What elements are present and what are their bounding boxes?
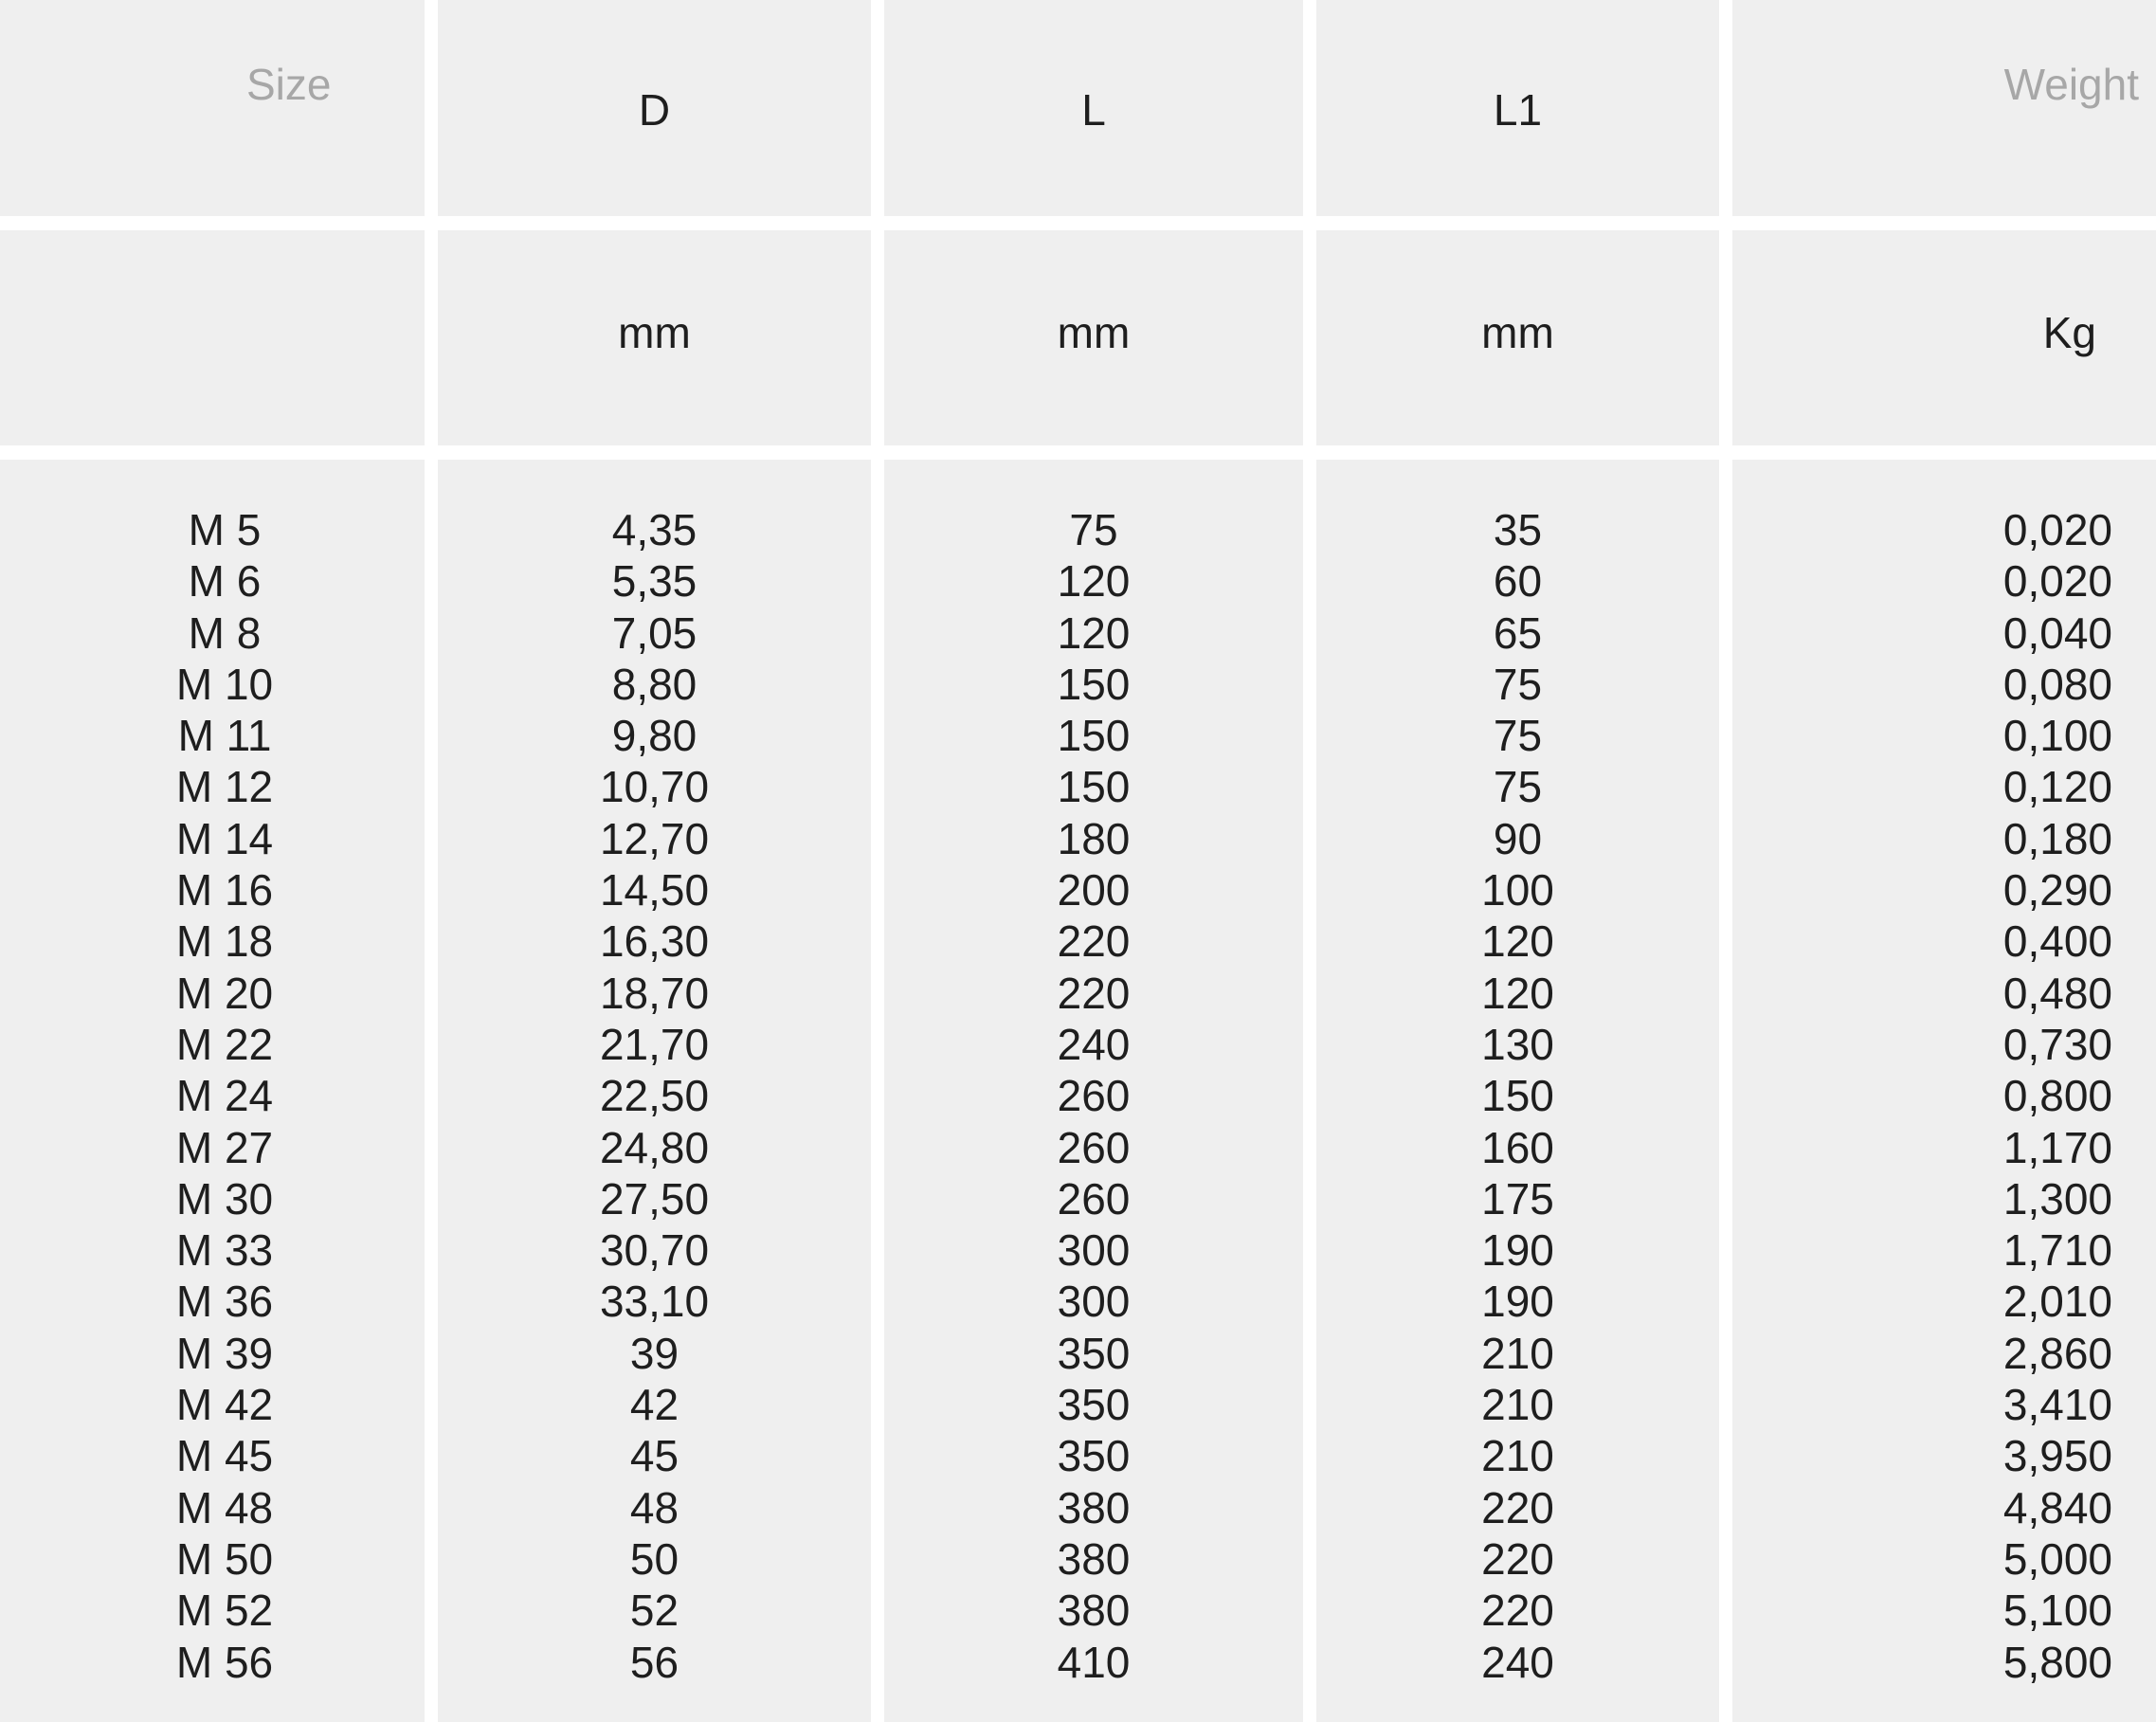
table-cell-l1: 240 bbox=[1481, 1637, 1554, 1687]
table-cell-l: 350 bbox=[1057, 1380, 1131, 1430]
table-cell-weight: 0,100 bbox=[2002, 711, 2112, 761]
table-cell-l: 260 bbox=[1057, 1122, 1131, 1172]
table-cell-l1: 75 bbox=[1493, 762, 1543, 812]
table-cell-size: M 6 bbox=[188, 556, 262, 607]
table-cell-weight: 1,170 bbox=[2002, 1122, 2112, 1172]
table-cell-weight: 0,480 bbox=[2002, 968, 2112, 1018]
table-cell-weight: 0,080 bbox=[2002, 659, 2112, 709]
table-cell-size: M 18 bbox=[175, 916, 274, 967]
table-cell-weight: 0,180 bbox=[2002, 813, 2112, 863]
table-cell-l1: 35 bbox=[1493, 505, 1543, 554]
weight-column bbox=[1732, 460, 2156, 1722]
table-cell-l1: 210 bbox=[1481, 1328, 1554, 1378]
table-cell-size: M 42 bbox=[175, 1380, 274, 1430]
unit-weight-label: Kg bbox=[2042, 308, 2096, 357]
table-cell-d: 12,70 bbox=[599, 813, 710, 863]
table-cell-size: M 24 bbox=[175, 1071, 274, 1121]
table-cell-l1: 75 bbox=[1493, 659, 1543, 709]
unit-l1-cell bbox=[1316, 230, 1719, 445]
table-cell-l: 220 bbox=[1057, 916, 1131, 967]
table-cell-l1: 65 bbox=[1493, 607, 1543, 658]
table-cell-d: 48 bbox=[629, 1482, 679, 1532]
table-cell-d: 16,30 bbox=[599, 916, 710, 967]
table-cell-d: 45 bbox=[629, 1431, 679, 1481]
table-cell-size: M 48 bbox=[175, 1482, 274, 1532]
unit-l-label: mm bbox=[1057, 308, 1131, 357]
table-cell-size: M 5 bbox=[188, 505, 262, 554]
table-cell-weight: 5,800 bbox=[2002, 1637, 2112, 1687]
table-cell-d: 8,80 bbox=[611, 659, 698, 709]
table-cell-weight: 0,730 bbox=[2002, 1019, 2112, 1069]
header-l-label: L bbox=[1081, 85, 1106, 135]
header-size-cell bbox=[0, 0, 425, 216]
table-cell-size: M 27 bbox=[175, 1122, 274, 1172]
table-cell-l1: 190 bbox=[1481, 1225, 1554, 1276]
unit-l1-label: mm bbox=[1481, 308, 1554, 357]
table-cell-size: M 39 bbox=[175, 1328, 274, 1378]
header-l1-cell bbox=[1316, 0, 1719, 216]
table-cell-size: M 16 bbox=[175, 865, 274, 915]
table-cell-size: M 30 bbox=[175, 1173, 274, 1224]
d-values bbox=[438, 504, 871, 1688]
table-cell-d: 5,35 bbox=[611, 556, 698, 607]
unit-l-cell bbox=[884, 230, 1303, 445]
table-cell-weight: 5,100 bbox=[2002, 1586, 2112, 1636]
l1-column bbox=[1316, 460, 1719, 1722]
table-cell-d: 42 bbox=[629, 1380, 679, 1430]
table-cell-l1: 60 bbox=[1493, 556, 1543, 607]
table-cell-size: M 14 bbox=[175, 813, 274, 863]
table-cell-weight: 0,040 bbox=[2002, 607, 2112, 658]
table-cell-d: 24,80 bbox=[599, 1122, 710, 1172]
table-cell-l1: 190 bbox=[1481, 1277, 1554, 1327]
size-values bbox=[0, 504, 425, 1688]
table-cell-d: 33,10 bbox=[599, 1277, 710, 1327]
table-cell-weight: 0,020 bbox=[2002, 556, 2112, 607]
table-cell-weight: 2,860 bbox=[2002, 1328, 2112, 1378]
table-cell-size: M 22 bbox=[175, 1019, 274, 1069]
table-cell-d: 4,35 bbox=[611, 505, 698, 554]
table-cell-l: 150 bbox=[1057, 659, 1131, 709]
table-cell-weight: 0,290 bbox=[2002, 865, 2112, 915]
table-cell-weight: 5,000 bbox=[2002, 1533, 2112, 1584]
table-cell-weight: 0,120 bbox=[2002, 762, 2112, 812]
table-cell-weight: 0,800 bbox=[2002, 1071, 2112, 1121]
table-cell-l: 240 bbox=[1057, 1019, 1131, 1069]
table-cell-l1: 100 bbox=[1481, 865, 1554, 915]
table-cell-weight: 1,300 bbox=[2002, 1173, 2112, 1224]
table-cell-size: M 56 bbox=[175, 1637, 274, 1687]
unit-d-label: mm bbox=[618, 308, 691, 357]
table-cell-l1: 150 bbox=[1481, 1071, 1554, 1121]
d-column bbox=[438, 460, 871, 1722]
table-cell-l: 350 bbox=[1057, 1328, 1131, 1378]
table-cell-l: 300 bbox=[1057, 1225, 1131, 1276]
table-cell-size: M 45 bbox=[175, 1431, 274, 1481]
table-cell-l: 350 bbox=[1057, 1431, 1131, 1481]
table-cell-l: 120 bbox=[1057, 556, 1131, 607]
table-cell-weight: 2,010 bbox=[2002, 1277, 2112, 1327]
table-cell-weight: 4,840 bbox=[2002, 1482, 2112, 1532]
table-cell-l1: 220 bbox=[1481, 1586, 1554, 1636]
table-cell-d: 21,70 bbox=[599, 1019, 710, 1069]
table-cell-l1: 220 bbox=[1481, 1533, 1554, 1584]
header-weight-label: Weight bbox=[2003, 60, 2139, 109]
table-cell-d: 39 bbox=[629, 1328, 679, 1378]
header-l1-label: L1 bbox=[1493, 85, 1543, 135]
table-cell-size: M 33 bbox=[175, 1225, 274, 1276]
table-cell-size: M 12 bbox=[175, 762, 274, 812]
weight-values bbox=[1732, 504, 2156, 1688]
table-cell-l: 120 bbox=[1057, 607, 1131, 658]
header-d-label: D bbox=[638, 85, 671, 135]
table-cell-d: 10,70 bbox=[599, 762, 710, 812]
table-cell-l: 150 bbox=[1057, 711, 1131, 761]
table-cell-weight: 3,950 bbox=[2002, 1431, 2112, 1481]
table-cell-l1: 120 bbox=[1481, 968, 1554, 1018]
table-cell-weight: 0,020 bbox=[2002, 505, 2112, 554]
table-cell-size: M 10 bbox=[175, 659, 274, 709]
table-cell-weight: 3,410 bbox=[2002, 1380, 2112, 1430]
table-cell-size: M 50 bbox=[175, 1533, 274, 1584]
table-cell-l1: 90 bbox=[1493, 813, 1543, 863]
table-cell-d: 7,05 bbox=[611, 607, 698, 658]
table-cell-l: 380 bbox=[1057, 1533, 1131, 1584]
table-cell-d: 52 bbox=[629, 1586, 679, 1636]
table-cell-d: 18,70 bbox=[599, 968, 710, 1018]
l-values bbox=[884, 504, 1303, 1688]
table-cell-l1: 210 bbox=[1481, 1431, 1554, 1481]
table-cell-size: M 11 bbox=[177, 711, 272, 761]
header-weight-cell bbox=[1732, 0, 2156, 216]
table-cell-l: 300 bbox=[1057, 1277, 1131, 1327]
table-cell-l1: 160 bbox=[1481, 1122, 1554, 1172]
unit-size-cell bbox=[0, 230, 425, 445]
table-cell-size: M 8 bbox=[188, 607, 262, 658]
l1-values bbox=[1316, 504, 1719, 1688]
table-cell-l: 380 bbox=[1057, 1482, 1131, 1532]
l-column bbox=[884, 460, 1303, 1722]
table-cell-l1: 120 bbox=[1481, 916, 1554, 967]
table-cell-size: M 36 bbox=[175, 1277, 274, 1327]
table-cell-size: M 20 bbox=[175, 968, 274, 1018]
table-cell-l1: 210 bbox=[1481, 1380, 1554, 1430]
table-cell-weight: 1,710 bbox=[2002, 1225, 2112, 1276]
unit-weight-cell bbox=[1732, 230, 2156, 445]
header-d-cell bbox=[438, 0, 871, 216]
header-l-cell bbox=[884, 0, 1303, 216]
table-cell-l: 260 bbox=[1057, 1173, 1131, 1224]
table-cell-l1: 75 bbox=[1493, 711, 1543, 761]
table-cell-size: M 52 bbox=[175, 1586, 274, 1636]
table-cell-l1: 220 bbox=[1481, 1482, 1554, 1532]
table-cell-d: 14,50 bbox=[599, 865, 710, 915]
table-cell-l: 75 bbox=[1069, 505, 1118, 554]
table-cell-weight: 0,400 bbox=[2002, 916, 2112, 967]
table-cell-d: 9,80 bbox=[611, 711, 698, 761]
header-size-label: Size bbox=[246, 60, 332, 109]
table-cell-l: 260 bbox=[1057, 1071, 1131, 1121]
table-cell-d: 56 bbox=[629, 1637, 679, 1687]
table-cell-l: 380 bbox=[1057, 1586, 1131, 1636]
table-cell-l: 200 bbox=[1057, 865, 1131, 915]
table-cell-d: 27,50 bbox=[599, 1173, 710, 1224]
table-cell-l1: 130 bbox=[1481, 1019, 1554, 1069]
table-cell-l: 410 bbox=[1057, 1637, 1131, 1687]
table-cell-l: 180 bbox=[1057, 813, 1131, 863]
size-column bbox=[0, 460, 425, 1722]
unit-d-cell bbox=[438, 230, 871, 445]
table-cell-d: 50 bbox=[629, 1533, 679, 1584]
table-cell-l: 150 bbox=[1057, 762, 1131, 812]
table-cell-l: 220 bbox=[1057, 968, 1131, 1018]
table-cell-d: 22,50 bbox=[599, 1071, 710, 1121]
table-cell-l1: 175 bbox=[1481, 1173, 1554, 1224]
table-cell-d: 30,70 bbox=[599, 1225, 710, 1276]
